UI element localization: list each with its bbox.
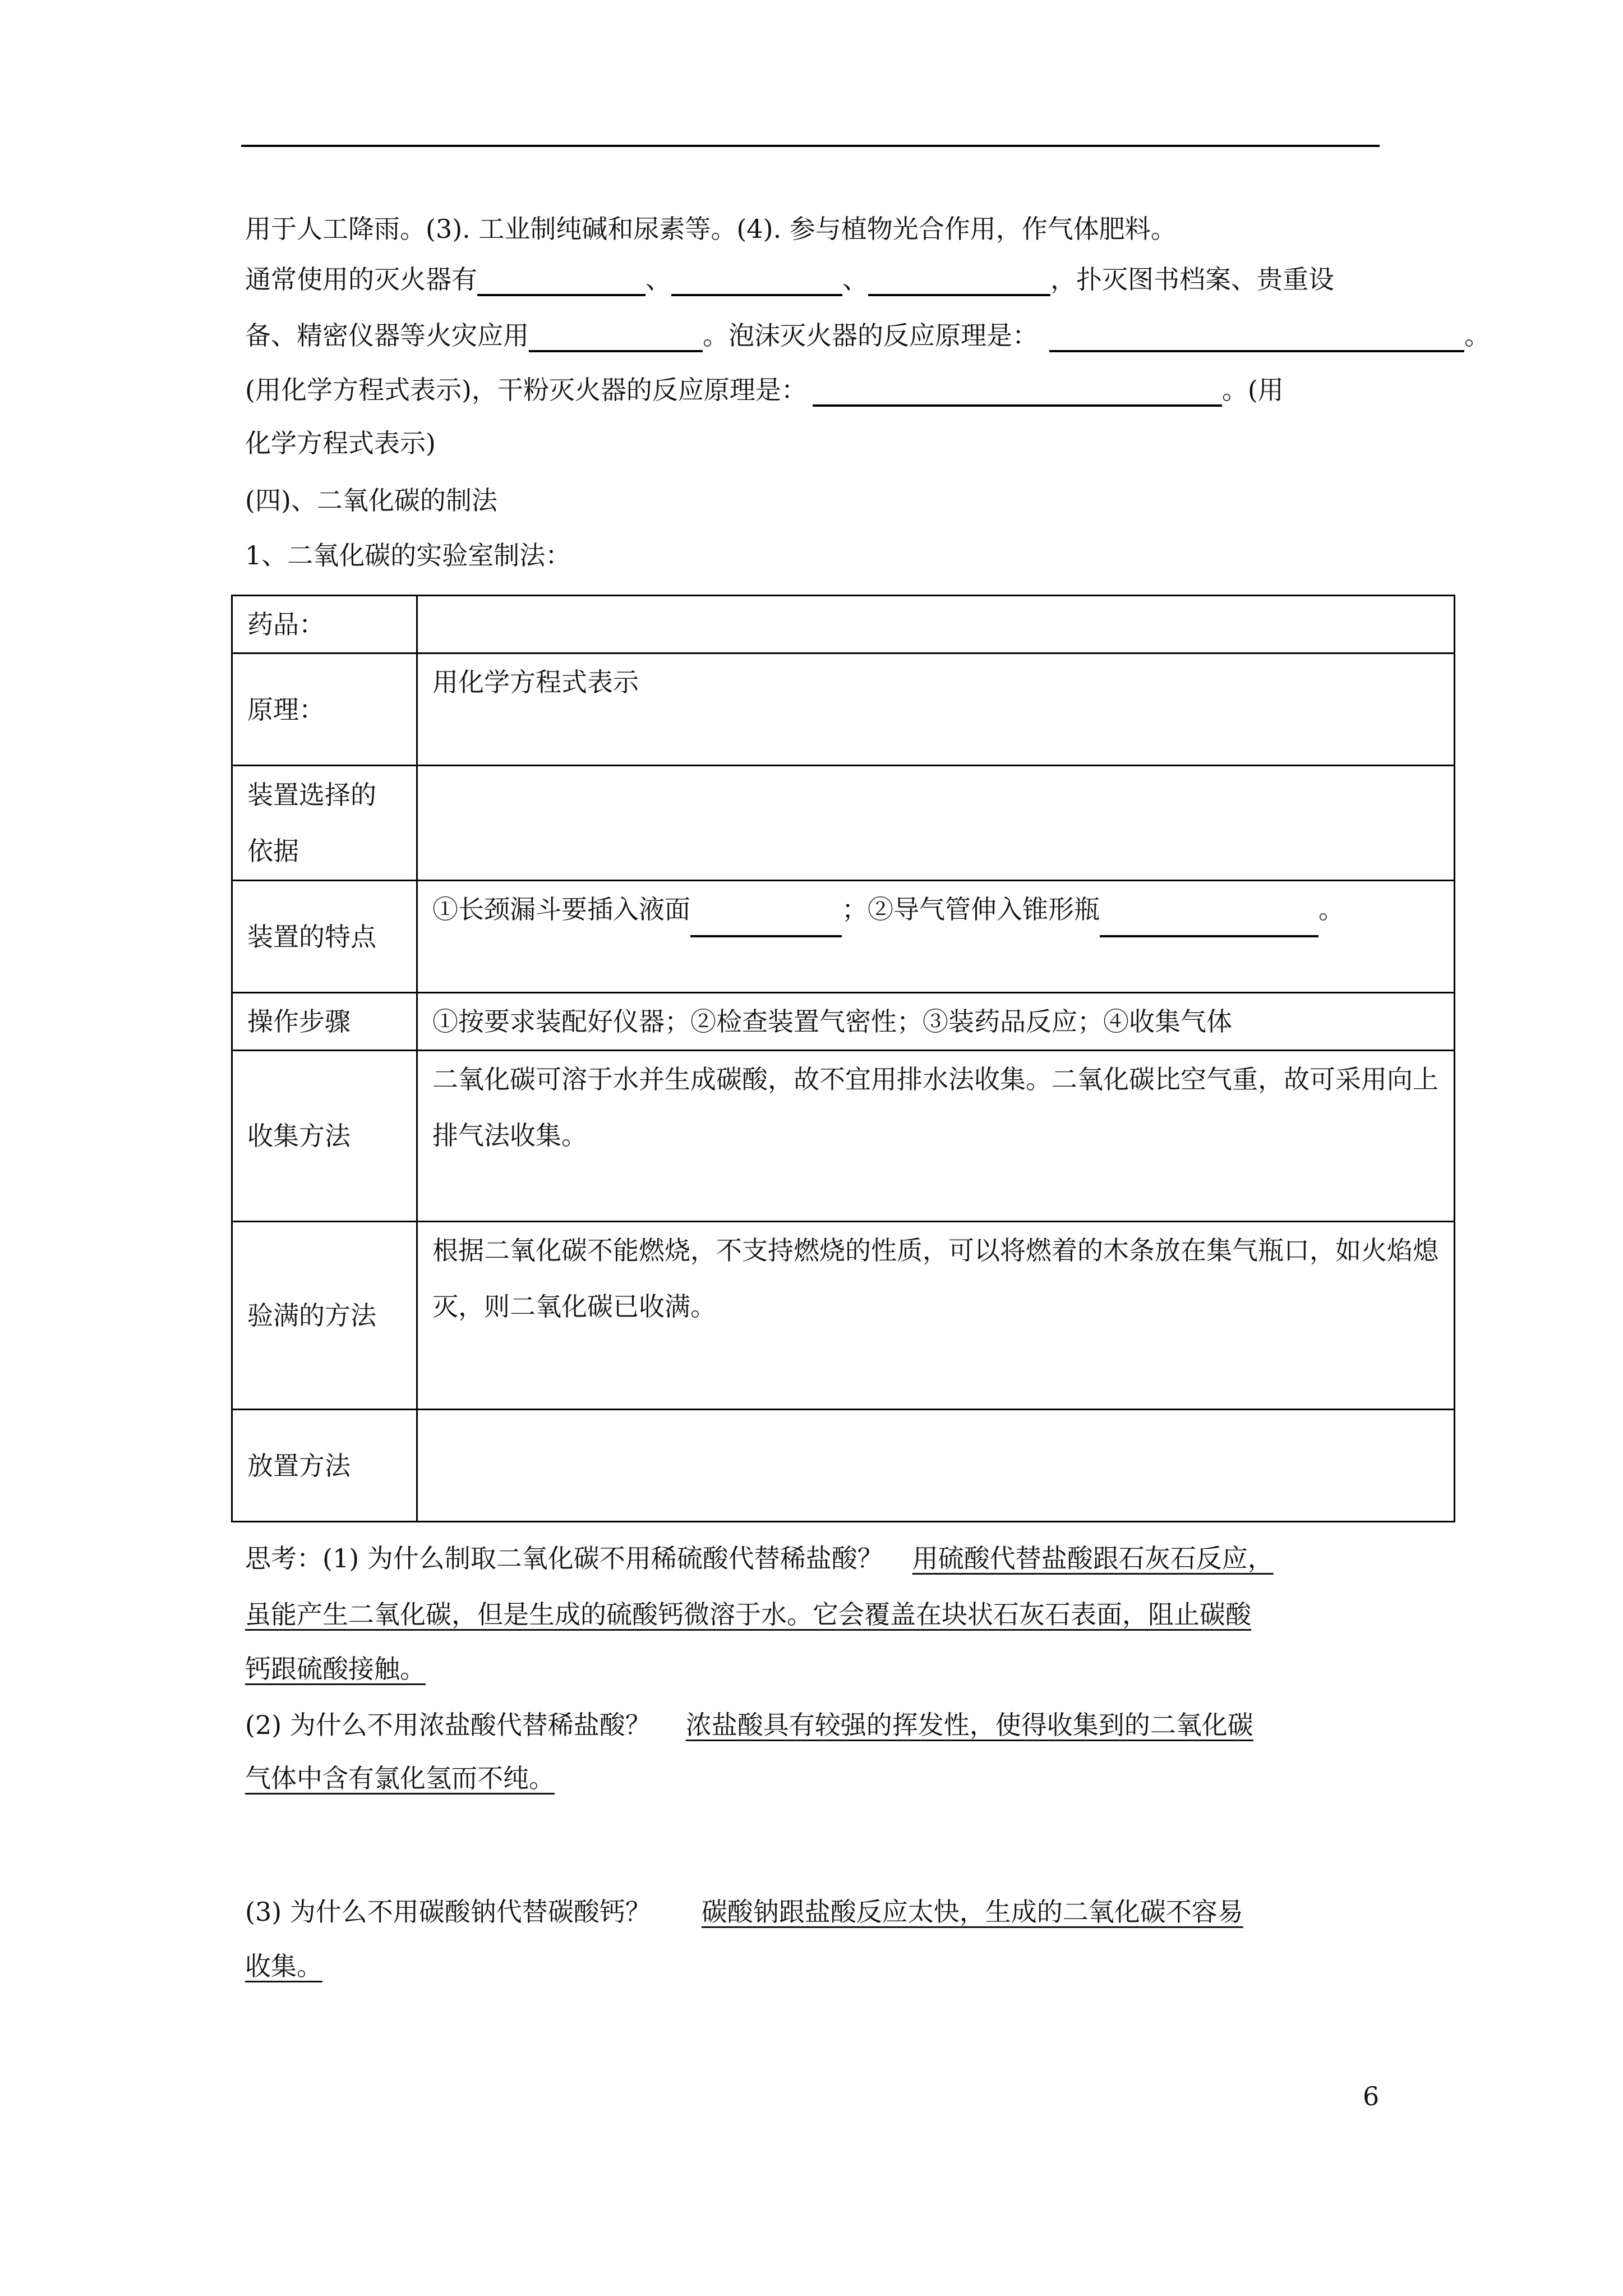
row-label-placement: 放置方法 bbox=[232, 1410, 417, 1522]
subsection-title: 1、二氧化碳的实验室制法： bbox=[245, 540, 571, 570]
row-label-check-full: 验满的方法 bbox=[232, 1222, 417, 1410]
intro-line-3 bbox=[245, 319, 1490, 352]
lab-method-table bbox=[231, 595, 1455, 1522]
line3-mid: 。泡沫灭火器的反应原理是： bbox=[703, 320, 1038, 351]
row-label-apparatus-features: 装置的特点 bbox=[232, 881, 417, 993]
intro-line-4 bbox=[245, 373, 1284, 407]
row-content-reagents[interactable] bbox=[417, 596, 1455, 654]
row-content-principle[interactable]: 用化学方程式表示 bbox=[417, 654, 1455, 766]
table-row bbox=[232, 1051, 1455, 1222]
table-row bbox=[232, 766, 1455, 881]
row-content-collection-method: 二氧化碳可溶于水并生成碳酸，故不宜用排水法收集。二氧化碳比空气重，故可采用向上排气法收集。 bbox=[417, 1051, 1455, 1222]
line3-prefix: 备、精密仪器等火灾应用 bbox=[245, 320, 529, 351]
table-row bbox=[232, 881, 1455, 993]
extinguisher-prefix: 通常使用的灭火器有 bbox=[245, 264, 477, 295]
question-1-line-3 bbox=[245, 1652, 426, 1686]
question-2-line-2 bbox=[245, 1761, 577, 1795]
row-content-apparatus-features bbox=[417, 881, 1455, 993]
row-label-operation-steps: 操作步骤 bbox=[232, 993, 417, 1051]
row-label-apparatus-basis: 装置选择的依据 bbox=[232, 766, 417, 881]
answer-text: 气体中含有氯化氢而不纯。 bbox=[245, 1763, 555, 1793]
answer-text: 虽能产生二氧化碳，但是生成的硫酸钙微溶于水。它会覆盖在块状石灰石表面，阻止碳酸 bbox=[245, 1599, 1251, 1630]
row-label-principle: 原理： bbox=[232, 654, 417, 766]
question-3-answer bbox=[651, 1897, 1243, 1927]
feature-text-c: 。 bbox=[1318, 894, 1344, 924]
header-rule bbox=[241, 145, 1380, 147]
question-1-line-1 bbox=[245, 1542, 1274, 1575]
separator: 、 bbox=[645, 264, 671, 295]
row-content-placement[interactable] bbox=[417, 1410, 1455, 1522]
row-content-check-full: 根据二氧化碳不能燃烧，不支持燃烧的性质，可以将燃着的木条放在集气瓶口，如火焰熄灭，则二氧化碳已收满。 bbox=[417, 1222, 1455, 1410]
period: 。 bbox=[1464, 320, 1490, 351]
row-content-operation-steps: ①按要求装配好仪器；②检查装置气密性；③装药品反应；④收集气体 bbox=[417, 993, 1455, 1051]
page-number: 6 bbox=[1363, 2081, 1380, 2111]
fill-blank-5[interactable] bbox=[1049, 322, 1464, 352]
fill-blank-4[interactable] bbox=[529, 322, 703, 352]
row-label-reagents: 药品： bbox=[232, 596, 417, 654]
feature-text-a: ①长颈漏斗要插入液面 bbox=[432, 894, 690, 924]
question-3-prompt: (3) 为什么不用碳酸钠代替碳酸钙？ bbox=[245, 1897, 651, 1927]
question-1-line-2 bbox=[245, 1598, 1251, 1631]
question-2-line-1 bbox=[245, 1708, 1253, 1742]
question-2-prompt: (2) 为什么不用浓盐酸代替稀盐酸？ bbox=[245, 1710, 651, 1740]
question-3-line-1 bbox=[245, 1895, 1243, 1929]
answer-text: 收集。 bbox=[245, 1951, 322, 1981]
answer-text: 浓盐酸具有较强的挥发性，使得收集到的二氧化碳 bbox=[685, 1710, 1253, 1740]
question-2-answer bbox=[651, 1710, 1253, 1740]
feature-text-b: ；②导气管伸入锥形瓶 bbox=[842, 894, 1100, 924]
line4-prefix: (用化学方程式表示)，干粉灭火器的反应原理是： bbox=[245, 375, 807, 405]
question-1-answer bbox=[883, 1543, 1274, 1573]
separator: 、 bbox=[842, 264, 868, 295]
table-row bbox=[232, 596, 1455, 654]
table-row bbox=[232, 654, 1455, 766]
section-title: (四)、二氧化碳的制法 bbox=[245, 485, 497, 516]
fill-blank-8[interactable] bbox=[1100, 907, 1318, 937]
question-2-answer-cont bbox=[245, 1763, 577, 1793]
question-1-prompt: 思考：(1) 为什么制取二氧化碳不用稀硫酸代替稀盐酸？ bbox=[245, 1543, 883, 1573]
row-label-collection-method: 收集方法 bbox=[232, 1051, 417, 1222]
question-3-line-2 bbox=[245, 1949, 322, 1983]
answer-text: 用硫酸代替盐酸跟石灰石反应， bbox=[912, 1543, 1274, 1573]
fill-blank-3[interactable] bbox=[868, 266, 1050, 296]
intro-line-1: 用于人工降雨。(3). 工业制纯碱和尿素等。(4). 参与植物光合作用，作气体肥料。 bbox=[245, 214, 1177, 244]
answer-text: 碳酸钠跟盐酸反应太快，生成的二氧化碳不容易 bbox=[701, 1897, 1243, 1927]
fill-blank-7[interactable] bbox=[690, 907, 842, 937]
row-content-apparatus-basis[interactable] bbox=[417, 766, 1455, 881]
table-row bbox=[232, 1410, 1455, 1522]
fill-blank-6[interactable] bbox=[813, 376, 1222, 407]
table-row bbox=[232, 993, 1455, 1051]
extinguisher-suffix: ，扑灭图书档案、贵重设 bbox=[1050, 264, 1334, 295]
answer-text: 钙跟硫酸接触。 bbox=[245, 1654, 426, 1684]
table-row bbox=[232, 1222, 1455, 1410]
intro-line-5: 化学方程式表示) bbox=[245, 428, 436, 458]
line4-suffix: 。(用 bbox=[1221, 375, 1284, 405]
intro-line-2 bbox=[245, 263, 1334, 296]
fill-blank-2[interactable] bbox=[671, 266, 842, 296]
fill-blank-1[interactable] bbox=[477, 266, 645, 296]
